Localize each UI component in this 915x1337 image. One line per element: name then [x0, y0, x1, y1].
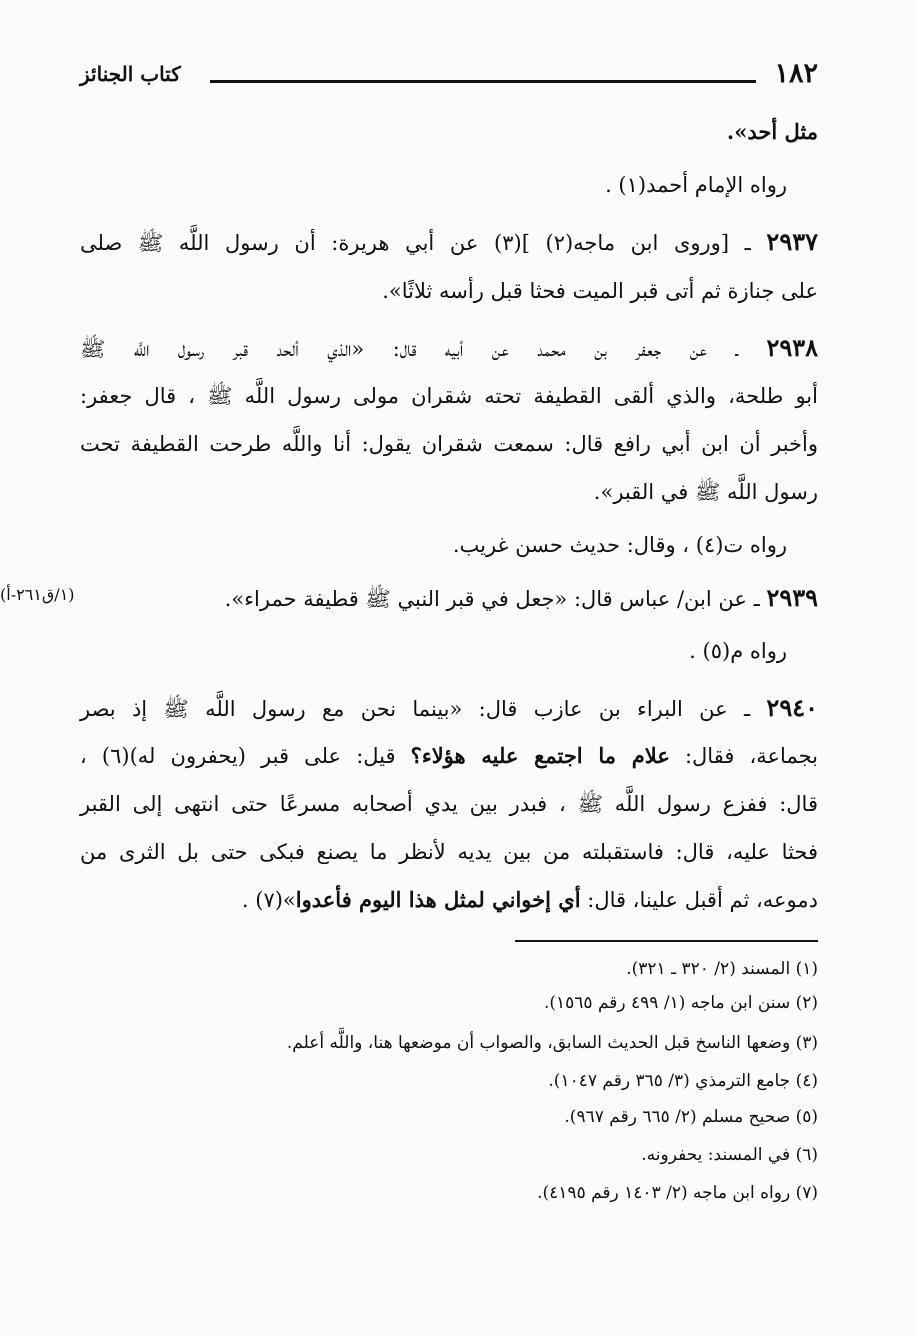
hadith-number: ٢٩٤٠ [766, 693, 818, 722]
hadith-2937-line [80, 227, 818, 258]
margin-reference: (١/ق٢٦١-أ) [0, 585, 75, 604]
text-segment: دموعه، ثم أقبل علينا، قال: [580, 888, 818, 912]
text-line: فحثا عليه، قال: فاستقبلته من بين يديه لأنظر ما يصنع فبكى حتى بل الثرى من [80, 840, 818, 864]
text-line: رواه ت(٤) ، وقال: حديث حسن غريب. [452, 533, 787, 557]
text-line: وأخبر أن ابن أبي رافع قال: سمعت شقران يقول: أنا واللَّه طرحت القطيفة تحت [80, 432, 818, 456]
prophet-quote: أي إخواني لمثل هذا اليوم فأعدوا [295, 887, 581, 912]
text-line: مثل أحد». [726, 119, 818, 144]
footnote: (٤) جامع الترمذي (٣/ ٣٦٥ رقم ١٠٤٧). [548, 1071, 818, 1091]
book-title: كتاب الجنائز [80, 62, 181, 86]
footnote: (٥) صحيح مسلم (٢/ ٦٦٥ رقم ٩٦٧). [564, 1107, 818, 1127]
page-number: ١٨٢ [774, 58, 818, 89]
footnote-rule [515, 940, 818, 942]
text-segment: قيل: على قبر (يحفرون له)(٦) ، [80, 744, 411, 768]
page-header [80, 58, 818, 98]
text-line: أبو طلحة، والذي ألقى القطيفة تحته شقران مولى رسول اللَّه ﷺ ، قال جعفر: [80, 384, 818, 408]
hadith-text: ـ [وروى ابن ماجه(٢) ](٣) عن أبي هريرة: أن رسول اللَّه ﷺ صلى [80, 231, 751, 255]
footnote: (٢) سنن ابن ماجه (١/ ٤٩٩ رقم ١٥٦٥). [543, 993, 818, 1013]
text-line: رواه م(٥) . [689, 639, 787, 663]
hadith-text: ـ عن ابن/ عباس قال: «جعل في قبر النبي ﷺ قطيفة حمراء». [224, 587, 760, 611]
text-segment: بجماعة، فقال: [669, 744, 818, 768]
footnote: (٧) رواه ابن ماجه (٢/ ١٤٠٣ رقم ٤١٩٥). [537, 1183, 818, 1203]
text-line: رواه الإمام أحمد(١) . [605, 173, 787, 197]
text-line: على جنازة ثم أتى قبر الميت فحثا قبل رأسه ثلاثًا». [382, 279, 818, 303]
hadith-number: ٢٩٣٨ [766, 333, 818, 362]
hadith-2939-line [225, 583, 818, 614]
hadith-number: ٢٩٣٧ [766, 227, 818, 256]
text-line: قال: ففزع رسول اللَّه ﷺ ، فبدر بين يدي أصحابه مسرعًا حتى انتهى إلى القبر [80, 792, 818, 816]
footnote: (١) المسند (٢/ ٣٢٠ ـ ٣٢١). [626, 959, 818, 979]
text-line: رسول اللَّه ﷺ في القبر». [593, 480, 818, 504]
text-line [80, 741, 818, 771]
header-rule [210, 80, 756, 83]
prophet-quote: علام ما اجتمع عليه هؤلاء؟ [410, 743, 670, 768]
hadith-2938-line [80, 333, 818, 364]
hadith-text: ـ عن جعفر بن محمد عن أبيه قال: «الذي ألحد قبر رسول اللَّه ﷺ [80, 337, 738, 361]
footnote: (٦) في المسند: يحفرونه. [641, 1145, 818, 1165]
text-line [242, 885, 818, 915]
footnote: (٣) وضعها الناسخ قبل الحديث السابق، والصواب أن موضعها هنا، واللَّه أعلم. [286, 1033, 818, 1053]
hadith-2940-line [80, 693, 818, 724]
hadith-text: ـ عن البراء بن عازب قال: «بينما نحن مع رسول اللَّه ﷺ إذ بصر [80, 697, 751, 721]
hadith-number: ٢٩٣٩ [766, 583, 818, 612]
text-segment: »(٧) . [241, 888, 296, 912]
